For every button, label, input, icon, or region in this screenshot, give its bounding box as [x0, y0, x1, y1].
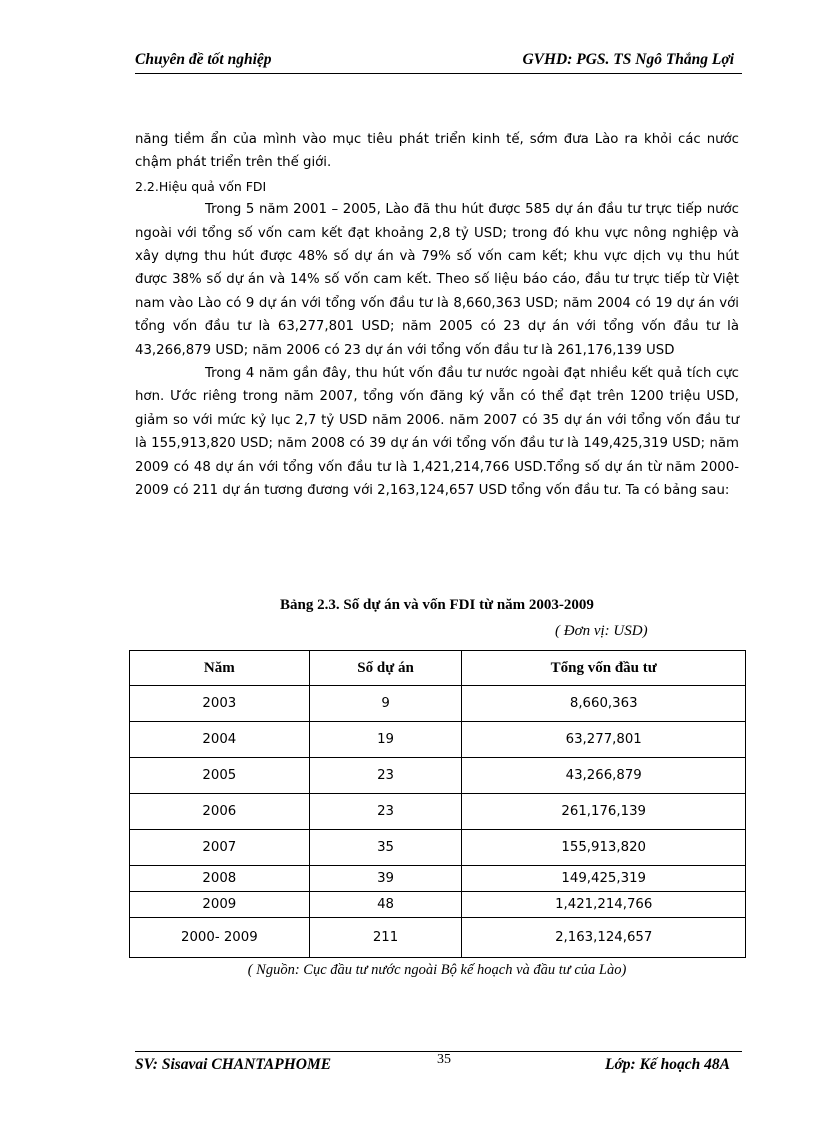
page-header: [135, 49, 742, 74]
cell-projects: 9: [309, 686, 462, 722]
header-supervisor: GVHD: PGS. TS Ngô Thắng Lợi: [522, 51, 734, 68]
cell-projects: 211: [309, 918, 462, 958]
document-body: [135, 128, 739, 503]
cell-capital: 63,277,801: [462, 722, 746, 758]
footer-class: Lớp: Kế hoạch 48A: [605, 1056, 730, 1073]
cell-projects: 19: [309, 722, 462, 758]
cell-year: 2008: [130, 866, 310, 892]
cell-projects: 23: [309, 758, 462, 794]
cell-capital: 2,163,124,657: [462, 918, 746, 958]
page-number: 35: [437, 1052, 451, 1067]
table-row: [130, 722, 746, 758]
header-thesis-title: Chuyên đề tốt nghiệp: [135, 51, 272, 68]
cell-projects: 39: [309, 866, 462, 892]
table-row: [130, 794, 746, 830]
paragraph-1: năng tiềm ẩn của mình vào mục tiêu phát triển kinh tế, sớm đưa Lào ra khỏi các nước chậm phát triển trên thế giới.: [135, 132, 739, 171]
cell-year: 2007: [130, 830, 310, 866]
cell-projects: 48: [309, 892, 462, 918]
table-caption: Bảng 2.3. Số dự án và vốn FDI từ năm 2003-2009: [280, 597, 594, 613]
footer-student: SV: Sisavai CHANTAPHOME: [135, 1056, 332, 1073]
cell-capital: 1,421,214,766: [462, 892, 746, 918]
cell-capital: 8,660,363: [462, 686, 746, 722]
header-project-count: Số dự án: [309, 651, 462, 686]
cell-capital: 261,176,139: [462, 794, 746, 830]
cell-capital: 155,913,820: [462, 830, 746, 866]
section-heading: 2.2.Hiệu quả vốn FDI: [135, 178, 267, 194]
cell-projects: 35: [309, 830, 462, 866]
table-row: [130, 758, 746, 794]
paragraph-2: Trong 5 năm 2001 – 2005, Lào đã thu hút được 585 dự án đầu tư trực tiếp nước ngoài với tổng số vốn cam kết đạt khoảng 2,8 tỷ USD; trong đó khu vực nông nghiệp và xây dựng thu hút được 48% số dự án và 79% số vốn cam kết; khu vực dịch vụ thu hút được 38% số dự án và 14% số vốn cam kết. Theo số liệu báo cáo, đầu tư trực tiếp từ Việt nam vào Lào có 9 dự án với tổng vốn đầu tư là 8,660,363 USD; năm 2004 có 19 dự án với tổng vốn đầu tư là 63,277,801 USD; năm 2005 có 23 dự án với tổng vốn đầu tư là 43,266,879 USD; năm 2006 có 23 dự án với tổng vốn đầu tư là 261,176,139 USD: [135, 202, 739, 358]
cell-year: 2000- 2009: [130, 918, 310, 958]
table-row-total: [130, 918, 746, 958]
cell-year: 2006: [130, 794, 310, 830]
table-row: [130, 892, 746, 918]
page-footer: [135, 1051, 742, 1078]
fdi-table: [129, 650, 746, 958]
cell-capital: 149,425,319: [462, 866, 746, 892]
table-source-note: ( Nguồn: Cục đầu tư nước ngoài Bộ kế hoạch và đầu tư của Lào): [247, 962, 627, 978]
header-total-capital: Tổng vốn đầu tư: [462, 651, 746, 686]
cell-year: 2009: [130, 892, 310, 918]
cell-capital: 43,266,879: [462, 758, 746, 794]
cell-year: 2004: [130, 722, 310, 758]
table-unit: ( Đơn vị: USD): [555, 623, 648, 639]
paragraph-3: Trong 4 năm gần đây, thu hút vốn đầu tư nước ngoài đạt nhiều kết quả tích cực hơn. Ước riêng trong năm 2007, tổng vốn đăng ký vẫn có thể đạt trên 1200 triệu USD, giảm so với mức kỷ lục 2,7 tỷ USD năm 2006. năm 2007 có 35 dự án với tổng vốn đầu tư là 155,913,820 USD; năm 2008 có 39 dự án với tổng vốn đầu tư là 149,425,319 USD; năm 2009 có 48 dự án với tổng vốn đầu tư là 1,421,214,766 USD.Tổng số dự án từ năm 2000- 2009 có 211 dự án tương đương với 2,163,124,657 USD tổng vốn đầu tư. Ta có bảng sau:: [135, 366, 739, 499]
cell-year: 2005: [130, 758, 310, 794]
table-row: [130, 866, 746, 892]
table-row: [130, 686, 746, 722]
header-year: Năm: [130, 651, 310, 686]
cell-year: 2003: [130, 686, 310, 722]
cell-projects: 23: [309, 794, 462, 830]
table-header-row: [130, 651, 746, 686]
table-row: [130, 830, 746, 866]
